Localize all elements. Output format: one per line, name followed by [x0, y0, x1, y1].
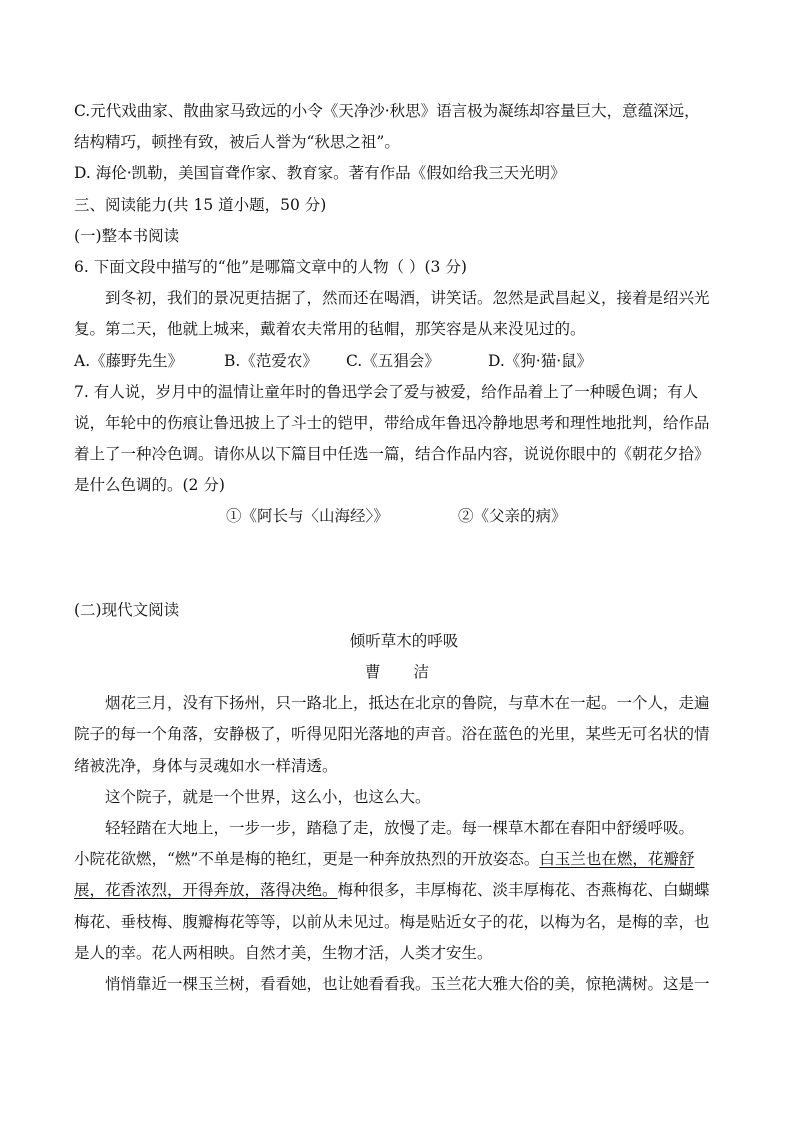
part3-heading: 三、阅读能力(共 15 道小题，50 分): [74, 195, 327, 214]
option-c-line-1: C.元代戏曲家、散曲家马致远的小令《天净沙·秋思》语言极为凝练却容量巨大，意蕴深远，: [74, 102, 700, 120]
paragraph-3-line-1: 轻轻踏在大地上，一步一步，踏稳了走，放慢了走。每一棵草木都在春阳中舒缓呼吸。: [105, 818, 695, 837]
paragraph-2: 这个院子，就是一个世界，这么小，也这么大。: [105, 787, 431, 806]
question-7-line-4: 是什么色调的。(2 分): [74, 476, 225, 495]
whole-book-reading-heading: (一)整本书阅读: [74, 226, 180, 245]
paragraph-3-line-2-text: 小院花欲燃，“燃”不单是梅的艳红，更是一种奔放热烈的开放姿态。: [74, 850, 540, 869]
question-6-stem: 6. 下面文段中描写的“他”是哪篇文章中的人物（ ）(3 分): [74, 257, 467, 276]
question-7-line-2: 说，年轮中的伤痕让鲁迅披上了斗士的铠甲，带给成年鲁迅冷静地思考和理性地批判，给作品: [74, 413, 710, 432]
paragraph-3-line-3-text: 梅种很多，丰厚梅花、淡丰厚梅花、杏燕梅花、白蝴蝶: [337, 881, 710, 900]
question-6-option-b: B.《范爱农》: [224, 351, 318, 370]
question-7-choices: [74, 501, 734, 532]
question-7-choice-2: ②《父亲的病》: [458, 507, 567, 526]
question-7-line-3: 着上了一种冷色调。请你从以下篇目中任选一篇，结合作品内容，说说你眼中的《朝花夕拾》: [74, 445, 710, 464]
article-title: 倾听草木的呼吸: [349, 631, 459, 650]
paragraph-1-line-2: 院子的每一个角落，安静极了，听得见阳光落地的声音。浴在蓝色的光里，某些无可名状的情: [74, 725, 710, 744]
paragraph-3-line-5: 是人的幸。花人两相映。自然才美，生物才活，人类才安生。: [74, 943, 493, 962]
article-author: 曹 洁: [365, 663, 443, 681]
question-6-option-d: D.《狗·猫·鼠》: [488, 351, 593, 370]
option-d-line: D. 海伦·凯勒，美国盲聋作家、教育家。著有作品《假如给我三天光明》: [74, 164, 566, 183]
paragraph-3-line-3: [74, 875, 734, 906]
question-6-passage-line-2: 复。第二天，他就上城来，戴着农夫常用的毡帽，那笑容是从来没见过的。: [74, 320, 586, 339]
question-6-option-c: C.《五猖会》: [346, 351, 440, 370]
option-c-line-2: 结构精巧，顿挫有致，被后人誉为“秋思之祖”。: [74, 133, 400, 152]
question-6-passage-line-1: 到冬初，我们的景况更拮据了，然而还在喝酒，讲笑话。忽然是武昌起义，接着是绍兴光: [105, 289, 710, 308]
paragraph-3-line-2: [74, 844, 734, 875]
question-7-choice-1: ①《阿长与〈山海经〉》: [226, 507, 389, 526]
underlined-sentence-part-2: 展，花香浓烈，开得奔放，落得决绝。: [74, 881, 338, 900]
answer-space: [74, 533, 734, 595]
paragraph-4-line-1: 悄悄靠近一棵玉兰树，看看她，也让她看看我。玉兰花大雅大俗的美，惊艳满树。这是一: [105, 974, 710, 993]
underlined-sentence-part-1: 白玉兰也在燃，花瓣舒: [539, 850, 695, 869]
question-6-options: [74, 346, 734, 377]
paragraph-1-line-3: 绪被洗净，身体与灵魂如水一样清透。: [74, 756, 338, 775]
modern-reading-heading: (二)现代文阅读: [74, 600, 180, 619]
paragraph-3-line-4: 梅花、垂枝梅、腹瓣梅花等等，以前从未见过。梅是贴近女子的花，以梅为名，是梅的幸，也: [74, 912, 710, 931]
question-7-line-1: 7. 有人说，岁月中的温情让童年时的鲁迅学会了爱与被爱，给作品着上了一种暖色调；有人: [74, 382, 699, 401]
question-6-option-a: A.《藤野先生》: [74, 351, 184, 370]
paragraph-1-line-1: 烟花三月，没有下扬州，只一路北上，抵达在北京的鲁院，与草木在一起。一个人，走遍: [105, 694, 710, 713]
exam-page: [74, 96, 734, 1000]
